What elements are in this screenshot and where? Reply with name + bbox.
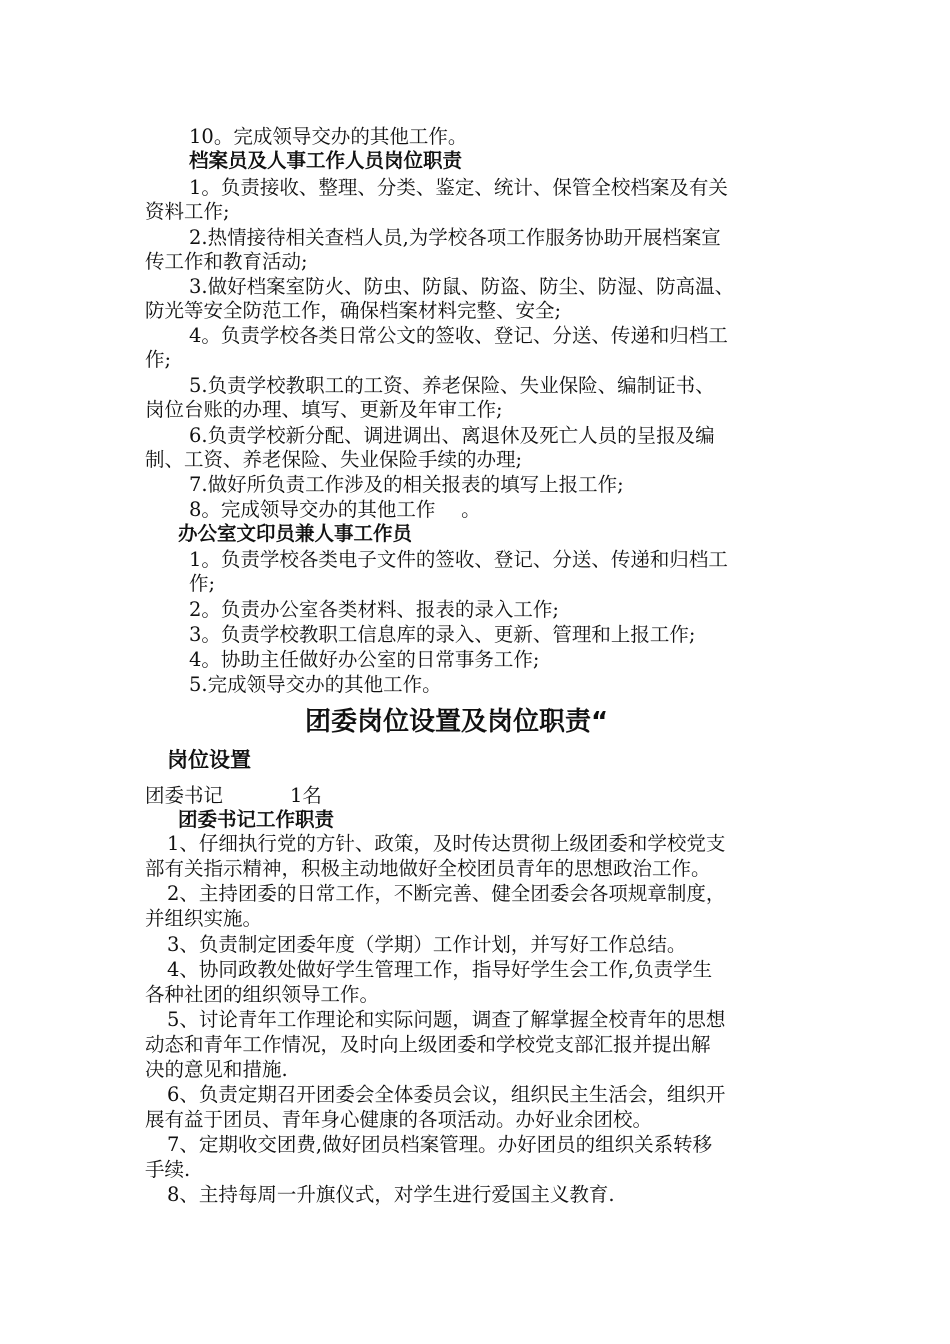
archivist-duty-line: 1。负责接收、整理、分类、鉴定、统计、保管全校档案及有关 bbox=[189, 176, 728, 199]
secretary-duty-line: 4、协同政教处做好学生管理工作，指导好学生会工作,负责学生 bbox=[167, 958, 713, 981]
secretary-duty-line: 并组织实施。 bbox=[145, 907, 263, 930]
secretary-duty-line: 部有关指示精神，积极主动地做好全校团员青年的思想政治工作。 bbox=[145, 857, 711, 880]
secretary-duty-line: 展有益于团员、青年身心健康的各项活动。办好业余团校。 bbox=[145, 1108, 653, 1131]
archivist-duty-line: 2.热情接待相关查档人员,为学校各项工作服务协助开展档案宣 bbox=[189, 226, 721, 249]
secretary-duty-line: 各种社团的组织领导工作。 bbox=[145, 983, 380, 1006]
secretary-duty-line: 1、仔细执行党的方针、政策，及时传达贯彻上级团委和学校党支 bbox=[167, 832, 726, 855]
secretary-duty-line: 8、主持每周一升旗仪式，对学生进行爱国主义教育. bbox=[167, 1183, 615, 1206]
position-setup-heading: 岗位设置 bbox=[167, 748, 251, 772]
archivist-duty-line: 3.做好档案室防火、防虫、防鼠、防盗、防尘、防湿、防高温、 bbox=[189, 275, 735, 298]
clerk-duty-line: 1。负责学校各类电子文件的签收、登记、分送、传递和归档工 bbox=[189, 548, 728, 571]
archivist-duty-line: 5.负责学校教职工的工资、养老保险、失业保险、编制证书、 bbox=[189, 374, 715, 397]
secretary-duties-heading: 团委书记工作职责 bbox=[178, 808, 335, 831]
archivist-duty-line: 7.做好所负责工作涉及的相关报表的填写上报工作; bbox=[189, 473, 624, 496]
secretary-duty-line: 5、讨论青年工作理论和实际问题，调查了解掌握全校青年的思想 bbox=[167, 1008, 726, 1031]
clerk-duties-heading: 办公室文印员兼人事工作员 bbox=[178, 522, 413, 545]
archivist-duty-line: 资料工作; bbox=[145, 200, 230, 223]
clerk-duty-line: 作; bbox=[189, 572, 216, 595]
archivist-duty-line: 6.负责学校新分配、调进调出、离退休及死亡人员的呈报及编 bbox=[189, 424, 715, 447]
archivist-duty-line: 岗位台账的办理、填写、更新及年审工作; bbox=[145, 398, 503, 421]
archivist-duty-line: 4。负责学校各类日常公文的签收、登记、分送、传递和归档工 bbox=[189, 324, 728, 347]
clerk-duty-line: 4。协助主任做好办公室的日常事务工作; bbox=[189, 648, 540, 671]
secretary-duty-line: 6、负责定期召开团委会全体委员会议，组织民主生活会，组织开 bbox=[167, 1083, 726, 1106]
section-title: 团委岗位设置及岗位职责“ bbox=[305, 707, 609, 737]
archivist-duty-line: 制、工资、养老保险、失业保险手续的办理; bbox=[145, 448, 523, 471]
position-name: 团委书记 bbox=[145, 784, 224, 807]
duty-item-10: 10。完成领导交办的其他工作。 bbox=[189, 125, 468, 148]
secretary-duty-line: 决的意见和措施. bbox=[145, 1058, 288, 1081]
archivist-duty-line: 传工作和教育活动; bbox=[145, 250, 308, 273]
position-count: 1名 bbox=[290, 784, 322, 807]
clerk-duty-line: 3。负责学校教职工信息库的录入、更新、管理和上报工作; bbox=[189, 623, 696, 646]
archivist-duty-line: 8。完成领导交办的其他工作 。 bbox=[189, 498, 481, 521]
archivist-duty-line: 防光等安全防范工作，确保档案材料完整、安全; bbox=[145, 299, 562, 322]
clerk-duty-line: 2。负责办公室各类材料、报表的录入工作; bbox=[189, 598, 559, 621]
secretary-duty-line: 动态和青年工作情况，及时向上级团委和学校党支部汇报并提出解 bbox=[145, 1033, 711, 1056]
secretary-duty-line: 手续. bbox=[145, 1158, 191, 1181]
archivist-duty-line: 作; bbox=[145, 348, 172, 371]
secretary-duty-line: 3、负责制定团委年度（学期）工作计划，并写好工作总结。 bbox=[167, 933, 687, 956]
secretary-duty-line: 7、定期收交团费,做好团员档案管理。办好团员的组织关系转移 bbox=[167, 1133, 713, 1156]
secretary-duty-line: 2、主持团委的日常工作，不断完善、健全团委会各项规章制度， bbox=[167, 882, 726, 905]
archivist-duties-heading: 档案员及人事工作人员岗位职责 bbox=[189, 149, 463, 172]
clerk-duty-line: 5.完成领导交办的其他工作。 bbox=[189, 673, 442, 696]
